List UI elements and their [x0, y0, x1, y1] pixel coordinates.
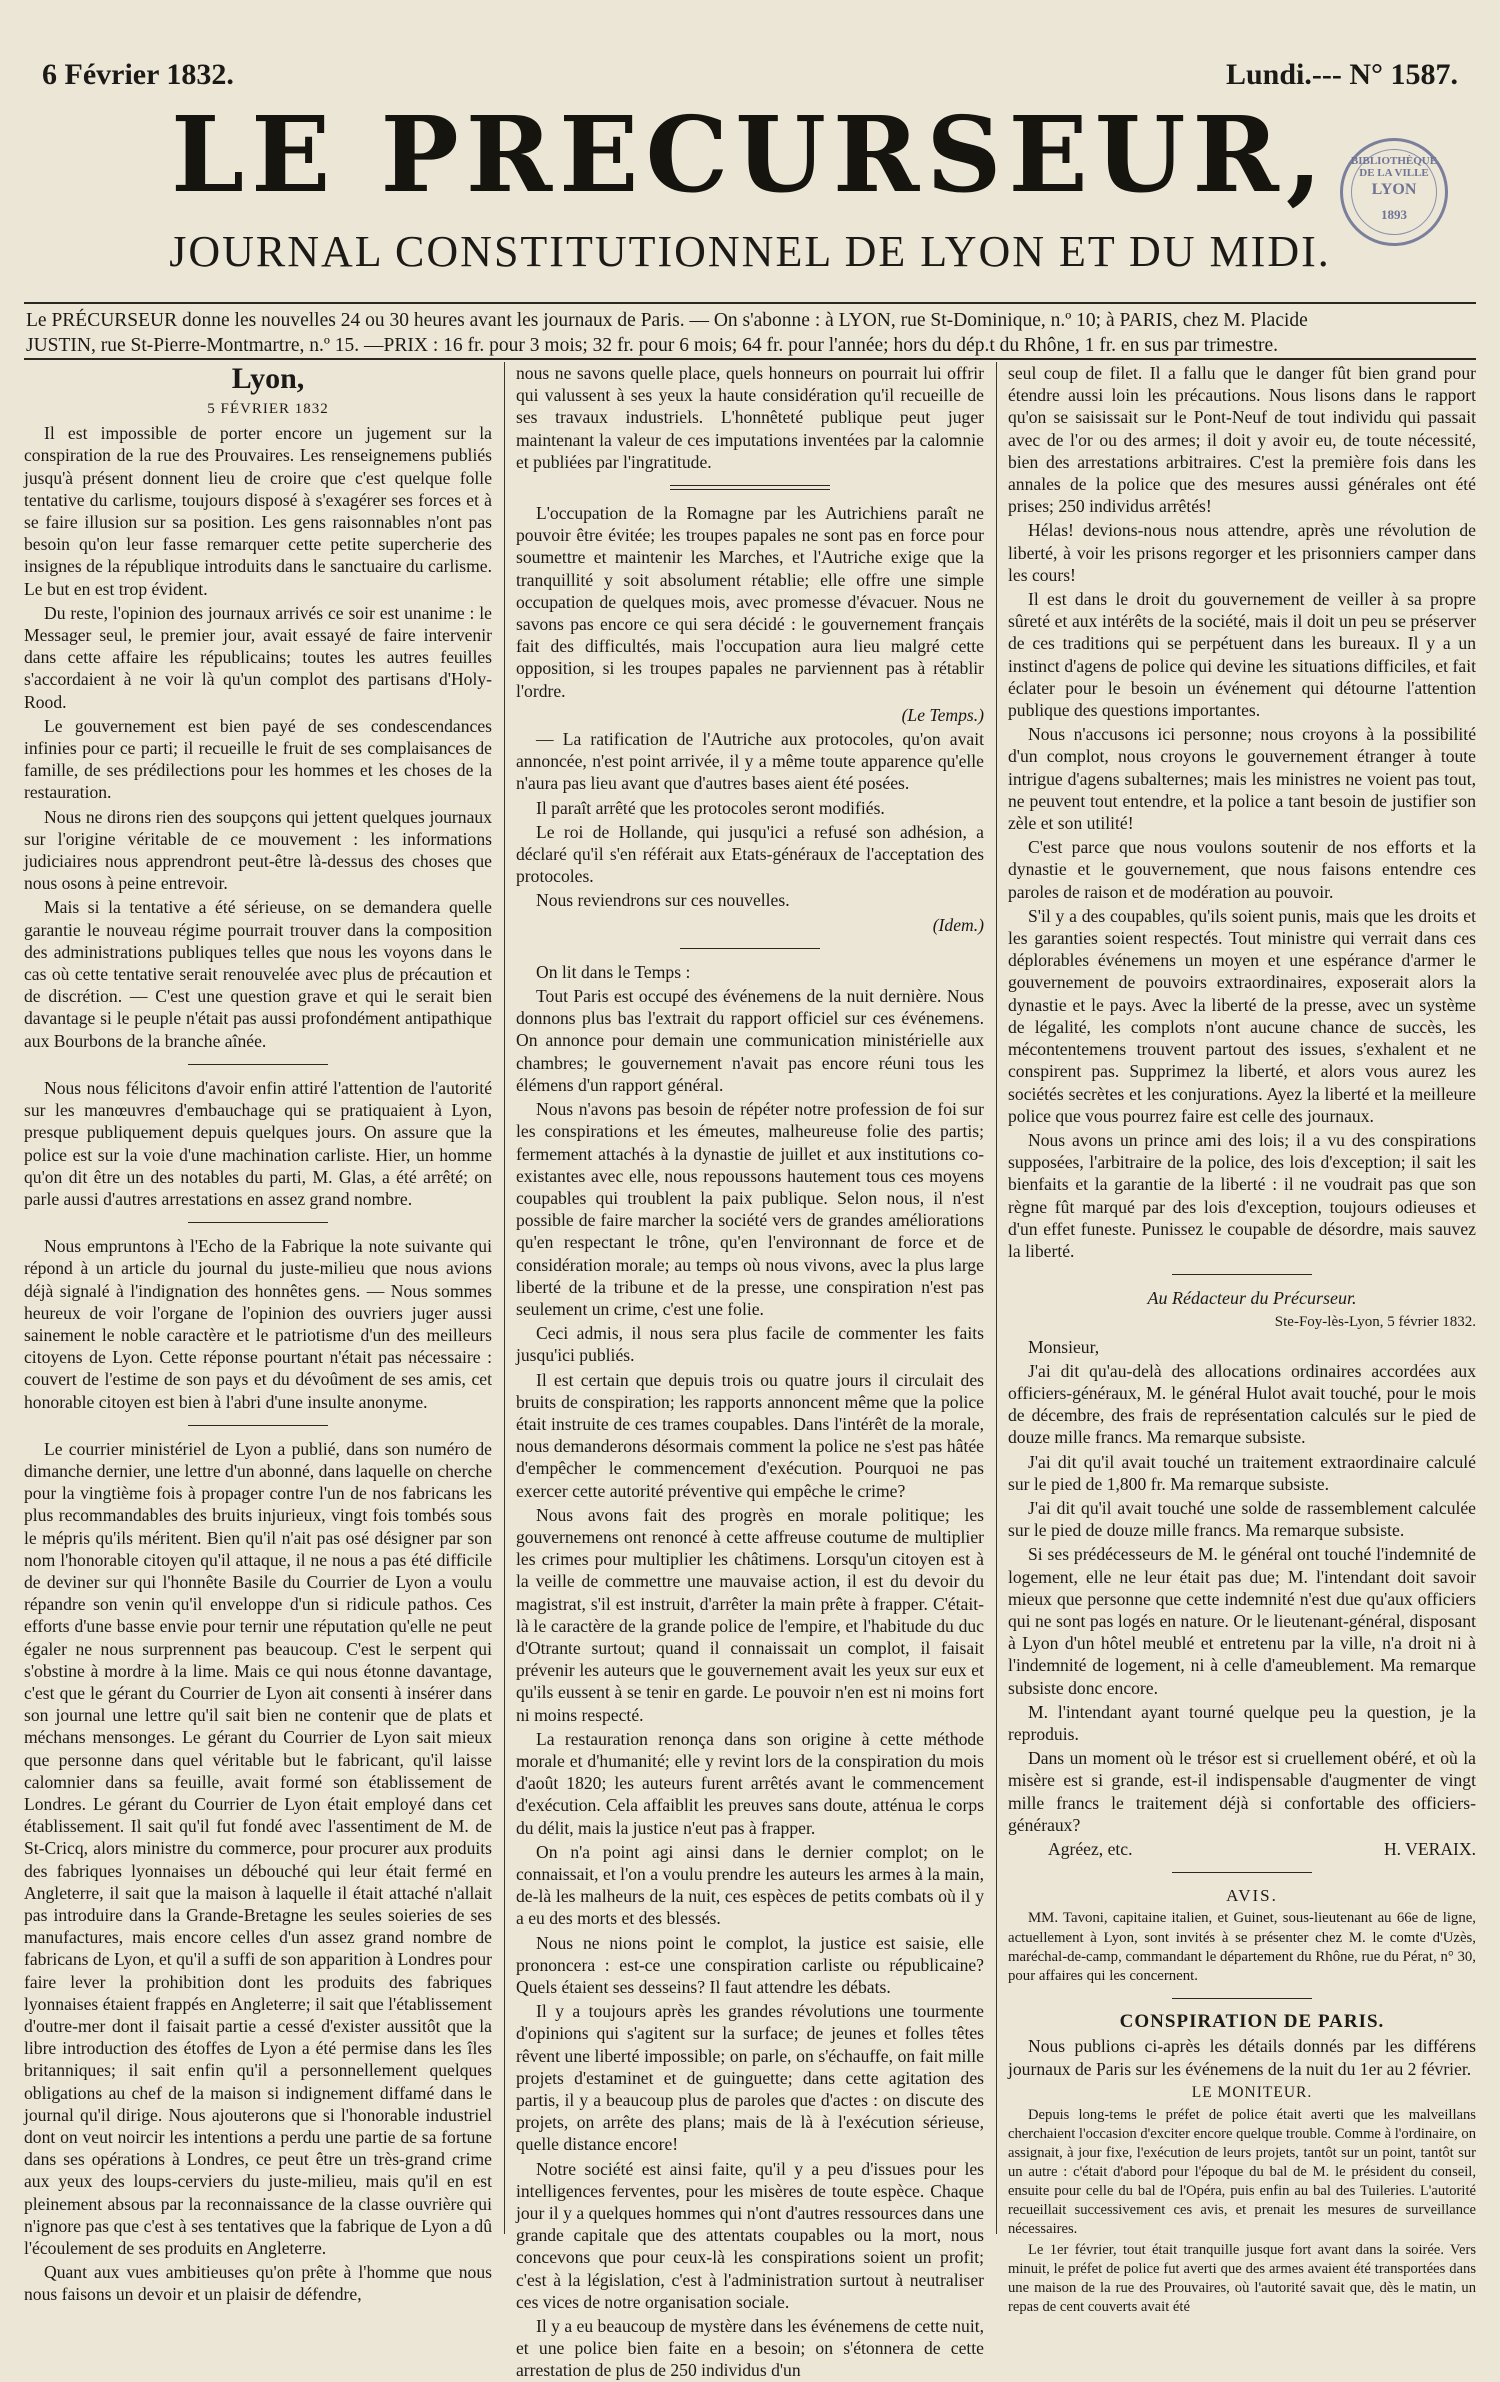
paragraph: Il paraît arrêté que les protocoles seront modifiés. [536, 797, 885, 818]
letter-signer: H. VERAIX. [1383, 1839, 1476, 1859]
paragraph: M. l'intendant ayant tourné quelque peu la question, je la reproduis. [1008, 1701, 1476, 1744]
paragraph: Mais si la tentative a été sérieuse, on se demandera quelle garantie le nouveau régime pourrait trouver dans la composition des administrations publiques telles que nous les voyons dans le cas où cette tentative serait renouvelée avec plus de précaution et de discrétion. — C'est une question grave et qui le serait bien davantage si le peuple n'était pas aussi profondément antipathique aux Bourbons de la branche aînée. [24, 897, 492, 1051]
lyon-heading: Lyon, [231, 362, 305, 395]
notice-line-2: JUSTIN, rue St-Pierre-Montmartre, n.º 15. —PRIX : 16 fr. pour 3 mois; 32 fr. pour 6 mois; 64 fr. pour l'année; hors du dép.t du Rhône, 1 fr. en sus par trimestre. [26, 335, 1278, 356]
issue-number: Lundi.--- N° 1587. [1225, 58, 1458, 91]
column-2 [516, 362, 984, 2381]
notice-heading: AVIS. [1226, 1886, 1278, 1906]
paragraph: Nous avons un prince ami des lois; il a vu des conspirations supposées, l'arbitraire de la police, des lois d'exception; il sait les bienfaits et la garantie de la liberté : il ne voudrait pas que son règne fût marqué par des lois d'exception, toujours odieuses et d'un effet funeste. Punissez le coupable de désordre, mais sauvez la liberté. [1008, 1129, 1476, 1261]
paragraph: J'ai dit qu'au-delà des allocations ordinaires accordées aux officiers-généraux, M. le général Hulot avait touché, pour le mois de décembre, des frais de représentation calculés sur le pied de douze mille francs. Ma remarque subsiste. [1008, 1360, 1476, 1448]
paragraph: Le courrier ministériel de Lyon a publié, dans son numéro de dimanche dernier, une lettre d'un abonné, dans laquelle on cherche pour la vingtième fois à propager contre l'un de nos fabricans les plus recommandables des bruits injurieux, vingt fois tombés sous le mépris qu'ils méritent. Bien qu'il n'ait pas osé désigner par son nom l'honorable citoyen qu'il attaque, il ne nous a pas été difficile de deviner sur qui l'honnête Basile du Courrier de Lyon a voulu répandre son venin qu'il enveloppe d'un si ridicule pathos. Ces efforts d'une basse envie pour ternir une réputation qu'elle ne peut égaler ne nous surprennent pas beaucoup. C'est le serpent qui s'obstine à mordre à la lime. Mais ce qui nous étonne davantage, c'est que le gérant du Courrier de Lyon ait consenti à insérer dans son journal une lettre qu'il sait bien ne contenir que de plats et méchans mensonges. Le gérant du Courrier de Lyon sait mieux que personne dans quel véritable but le fabricant, qu'il laisse calomnier dans sa feuille, avait formé son établissement de Londres. Le gérant du Courrier de Lyon était employé dans cet établissement. Il sait qu'il fut fondé avec l'assentiment de M. de St-Cricq, alors ministre du commerce, pour procurer aux produits des fabriques lyonnaises un débouché qui leur était fermé en Angleterre, il sait que la maison à laquelle il était attaché n'allait pas introduire dans la Grande-Bretagne les seules soieries de ses manufactures, mais encore celles d'un assez grand nombre de fabricans de Lyon, et qu'il a suffi de son apparition à Londres pour faire lever la prohibition dont les produits des fabriques lyonnaises étaient frappés en Angleterre; il sait que l'établissement d'outre-mer dont il faisait partie a cessé d'exister aussitôt que la libre introduction des étoffes de Lyon a été permise dans les îles britanniques; il sait enfin qu'il a personnellement quelques obligations au chef de la maison si indignement diffamé dans le journal qu'il dirige. Nous ajouterons que si l'honorable industriel dont on veut noircir les intentions a perdu une partie de sa fortune dans ses opérations à Londres, ce peut être un très-grand crime aux yeux des loups-cerviers du juste-milieu, mais qu'il en est pleinement absous par la reconnaissance de la classe ouvrière qui n'ignore pas que c'est à ses tentatives que la fabrique de Lyon a dû l'écoulement de ses produits en Angleterre. [24, 1438, 493, 2259]
paragraph: C'est parce que nous voulons soutenir de nos efforts et la dynastie et le gouvernement, que nous faisons entendre ces paroles de raison et de modération au pouvoir. [1008, 837, 1476, 902]
stamp-year: 1893 [1381, 207, 1407, 222]
paragraph: — La ratification de l'Autriche aux protocoles, qu'on avait annoncée, n'est point arrivée, il y a même toute apparence qu'elle n'aura pas lieu avant que d'autres bases aient été posées. [516, 729, 984, 794]
paragraph: L'occupation de la Romagne par les Autrichiens paraît ne pouvoir être évitée; les troupes papales ne sont pas en force pour soumettre et maintenir les Marches, et l'Autriche exige que la tranquillité y soit absolument rétablie; elle offre une simple occupation de quelques mois, avec promesse d'évacuer. Nous ne savons pas encore ce qui sera décidé : le gouvernement français fait des difficultés, mais l'occupation aura lieu malgré cette opposition, si les troupes papales ne parviennent pas à rétablir l'ordre. [516, 503, 984, 701]
section-separator [1172, 1998, 1312, 1999]
column-1 [24, 362, 493, 2305]
section-separator [1172, 1872, 1312, 1873]
paragraph: Notre société est ainsi faite, qu'il y a peu d'issues pour les intelligences ferventes, pour les misères de toute espèce. Chaque jour il y a quelques hommes qui n'ont d'autres ressources dans une grande capitale que des attentats coupables ou la mort, nous concevons que pour ceux-là les conspirations soient un profit; c'est à la législation, c'est à l'administration surtout à neutraliser ces vices de notre organisation sociale. [516, 2158, 984, 2312]
letter-heading: Au Rédacteur du Précurseur. [1147, 1288, 1357, 1309]
paragraph: J'ai dit qu'il avait touché une solde de rassemblement calculée sur le pied de douze mille francs. Ma remarque subsiste. [1008, 1497, 1476, 1541]
lyon-date: 5 FÉVRIER 1832 [207, 401, 329, 417]
paragraph: Depuis long-tems le préfet de police était averti que les malveillans cherchaient l'occasion d'exciter encore quelque trouble. Comme à l'ordinaire, on assignait, à jour fixe, l'exécution de leurs projets, tantôt sur un point, tantôt sur un autre : c'était d'abord pour l'époque du bal de M. le président du conseil, ensuite pour celle du bal de l'Opéra, puis enfin au bal des Tuileries. L'autorité recueillait successivement ces avis, et prenait les mesures de surveillance nécessaires. [1008, 2107, 1476, 2238]
paragraph: Nous ne nions point le complot, la justice est saisie, elle prononcera : est-ce une conspiration carliste ou républicaine? Quels étaient ses desseins? Il faut attendre les débats. [516, 1932, 984, 1998]
paragraph: Du reste, l'opinion des journaux arrivés ce soir est unanime : le Messager seul, le premier jour, avait essayé de faire intervenir dans cette affaire les républicains; toutes les autres feuilles s'accordaient à ne voir là qu'un complot des partisans d'Holy-Rood. [24, 602, 492, 712]
source-citation: (Idem.) [932, 914, 984, 935]
paragraph: Il est certain que depuis trois ou quatre jours il circulait des bruits de conspiration; les rapports annoncent même que la police était instruite de ces trames coupables. Dans l'intérêt de la morale, nous demanderons désormais comment la police ne s'est pas hâtée d'empêcher le commencement d'exécution. Pourquoi ne pas exercer cette autorité préventive qui empêche le crime? [516, 1369, 984, 1501]
letter-place-date: Ste-Foy-lès-Lyon, 5 février 1832. [1274, 1314, 1476, 1331]
paragraph: Si ses prédécesseurs de M. le général ont touché l'indemnité de logement, elle ne leur était pas due; M. l'intendant doit savoir mieux que personne que cette indemnité n'est due qu'aux officiers qui ne sont pas logés en nature. Or le lieutenant-général, disposant à Lyon d'un hôtel meublé et entretenu par la ville, n'a droit ni à l'indemnité de logement, ni à celle d'ameublement. Ma remarque subsiste donc encore. [1008, 1544, 1476, 1698]
issue-date: 6 Février 1832. [42, 58, 234, 91]
paragraph: Il y a toujours après les grandes révolutions une tourmente d'opinions qui s'agitent sur la surface; de jeunes et folles têtes rêvent une liberté impossible; on parle, on s'échauffe, on fait mille projets d'estaminet et de guinguette; dans cette agitation des partis, il y a beaucoup plus de paroles que d'actes : on discute des projets, on arrête des plans; mais de là à l'exécution sérieuse, quelle distance encore! [516, 2001, 984, 2155]
section-separator [1172, 1274, 1312, 1275]
article-columns [24, 362, 1476, 2381]
stamp-top-text: BIBLIOTHÈQUE DE LA VILLE [1350, 155, 1438, 179]
section-separator [670, 485, 830, 490]
paragraph: Nous empruntons à l'Echo de la Fabrique la note suivante qui répond à un article du journal du juste-milieu que nous avions déjà signalé à l'indignation des honnêtes gens. — Nous sommes heureux de voir l'organe de l'opinion des ouvriers juger aussi sainement le noble caractère et le patriotisme d'un des meilleurs citoyens de Lyon. Cette réponse pourtant n'était pas nécessaire : couvert de l'estime de son pays et du dévoûment de ses amis, cet honorable citoyen est bien à l'abri d'une insulte anonyme. [24, 1236, 492, 1412]
letter-closing: Agréez, etc. [1048, 1839, 1133, 1859]
paragraph: Nous n'avons pas besoin de répéter notre profession de foi sur les conspirations et les émeutes, malheureuse folie des partis; fermement attachés à la dynastie de juillet et aux institutions co-existantes avec elle, nous repoussons hautement tous ces moyens coupables qui troublent la paix publique. Selon nous, il n'est possible de faire marcher la société vers de grandes améliorations qu'en respectant le trône, qu'en l'environnant de force et de considération morale; au temps où nous vivons, avec la plus large liberté de la tribune et de la presse, une conspiration n'est pas seulement un crime, c'est une folie. [516, 1099, 984, 1319]
paragraph: Tout Paris est occupé des événemens de la nuit dernière. Nous donnons plus bas l'extrait du rapport officiel sur ces événemens. On annonce pour demain une communication ministérielle aux chambres; le gouvernement n'avait pas encore réuni tous les élémens d'un rapport général. [516, 986, 984, 1095]
moniteur-heading: LE MONITEUR. [1191, 2083, 1313, 2101]
conspiracy-heading: CONSPIRATION DE PARIS. [1119, 2011, 1385, 2033]
letter-salutation: Monsieur, [1028, 1336, 1100, 1357]
paragraph: Dans un moment où le trésor est si cruellement obéré, et où la misère est si grande, est-il indispensable d'augmenter de vingt mille francs le traitement déjà si confortable des officiers-généraux? [1008, 1748, 1476, 1835]
paragraph: Le gouvernement est bien payé de ses condescendances infinies pour ce parti; il recueille le fruit de ses complaisances de famille, de ses prédilections pour les hommes et les choses de la restauration. [24, 715, 492, 803]
subscription-notice [26, 308, 1474, 358]
stamp-city: LYON [1371, 181, 1417, 198]
library-stamp [1340, 138, 1448, 246]
paragraph: La restauration renonça dans son origine à cette méthode morale et d'humanité; elle y revint lors de la conspiration du mois d'août 1820; les auteurs furent arrêtés avant le commencement d'exécution. Cela affaiblit les preuves sans doute, atténua le corps du délit, mais la justice n'eut pas à frapper. [516, 1728, 984, 1838]
paragraph: Nous n'accusons ici personne; nous croyons à la possibilité d'un complot, nous croyons le gouvernement étranger à toute intrigue d'agens subalternes; mais les ministres ne voient pas tout, ne peuvent tout entendre, et la police a tant besoin de justifier son zèle et son utilité! [1008, 724, 1476, 834]
section-separator [188, 1222, 328, 1223]
paragraph: Nous ne dirons rien des soupçons qui jettent quelques journaux sur l'origine véritable de ce mouvement : les informations judiciaires nous apprendront peut-être là-dessus des choses que nous osons à peine entrevoir. [24, 806, 492, 894]
paragraph: Nous publions ci-après les détails donnés par les différens journaux de Paris sur les événemens de la nuit du 1er au 2 février. [1008, 2036, 1476, 2079]
paragraph: Le 1er février, tout était tranquille jusque fort avant dans la soirée. Vers minuit, le préfet de police fut averti que des armes avaient été transportées dans une maison de la rue des Prouvaires, où l'autorité savait que, dès le matin, un repas de cent couverts avait été [1008, 2242, 1476, 2316]
paragraph: J'ai dit qu'il avait touché un traitement extraordinaire calculé sur le pied de 1,800 fr. Ma remarque subsiste. [1008, 1451, 1476, 1494]
top-rule [24, 302, 1476, 304]
paragraph: Nous reviendrons sur ces nouvelles. [536, 890, 790, 911]
section-separator [680, 948, 820, 949]
paragraph: Le roi de Hollande, qui jusqu'ici a refusé son adhésion, a déclaré qu'il s'en référait aux Etats-généraux de l'acceptation des protocoles. [516, 821, 984, 887]
masthead-title: LE PRECURSEUR, [170, 93, 1330, 216]
source-citation: (Le Temps.) [901, 704, 984, 725]
paragraph: Ceci admis, il nous sera plus facile de commenter les faits jusqu'ici publiés. [516, 1323, 984, 1366]
masthead-subtitle: JOURNAL CONSTITUTIONNEL DE LYON ET DU MIDI. [169, 227, 1331, 276]
paragraph: S'il y a des coupables, qu'ils soient punis, mais que les droits et les garanties soient respectés. Tout ministre qui verrait dans ces déplorables événemens un moyen et une espérance d'armer le gouvernement de pouvoirs extraordinaires, exposerait alors la dynastie et le pays. Avec la liberté de la presse, avec un système de légalité, les complots n'ont aucune chance de succès, les mécontentemens trouvent partout des issues, s'exhalent et ne conspirent pas. Supprimez la liberté, et alors vous aurez les sociétés secrètes et les conjurations. Ayez la liberté et la meilleure police que vous pourrez faire est celle des journaux. [1008, 905, 1476, 1126]
paragraph: Il est impossible de porter encore un jugement sur la conspiration de la rue des Prouvaires. Les renseignemens publiés jusqu'à présent donnent lieu de croire que c'est quelque folle tentative du carlisme, toujours disposé à s'exagérer ses forces et à se faire illusion sur sa position. Les gens raisonnables n'ont pas besoin qu'on leur fasse remarquer cette petite supercherie des insignes de la république introduits dans le sanctuaire du carlisme. Le but en est trop évident. [24, 423, 492, 599]
paragraph: Hélas! devions-nous nous attendre, après une révolution de liberté, à voir les prisons regorger et les prisonniers camper dans les cours! [1008, 520, 1476, 585]
notice-body: MM. Tavoni, capitaine italien, et Guinet, sous-lieutenant au 66e de ligne, actuellement à Lyon, sont invités à se présenter chez M. le comte d'Uzès, maréchal-de-camp, commandant le département du Rhône, rue du Pérat, n° 30, pour affaires qui les concernent. [1008, 1910, 1476, 1985]
notice-line-1: Le PRÉCURSEUR donne les nouvelles 24 ou 30 heures avant les journaux de Paris. — On s'abonne : à LYON, rue St-Dominique, n.º 10; à PARIS, chez M. Placide [26, 310, 1308, 331]
paragraph: seul coup de filet. Il a fallu que le danger fût bien grand pour étendre aussi loin les précautions. Nous lisons dans le rapport qu'on se saisissait sur le Pont-Neuf de tout individu qui passait avec de l'or ou des armes; il doit y avoir eu, de toute nécessité, bien des arrestations arbitraires. C'est la première fois dans les annales de la police que des mesures aussi générales ont été prises; 250 individus arrêtés! [1008, 363, 1476, 517]
paragraph: nous ne savons quelle place, quels honneurs on pourrait lui offrir qui valussent à ses yeux la haute considération qu'il recueille de ses travaux industriels. L'honnêteté publique peut juger maintenant la valeur de ces imputations inventées par la calomnie et publiées par l'ingratitude. [516, 363, 984, 472]
paragraph: On n'a point agi ainsi dans le dernier complot; on le connaissait, et l'on a voulu prendre les auteurs les armes à la main, de-là les malheurs de la nuit, ces espèces de petits combats où il y a eu des morts et des blessés. [516, 1841, 984, 1929]
letter-signature [1008, 1838, 1476, 1860]
column-3 [1008, 362, 1476, 2316]
paragraph: Il est dans le droit du gouvernement de veiller à sa propre sûreté et aux intérêts de la société, mais il doit un peu se préserver de ces traditions qui se perpétuent dans les bureaux. Il y a un instinct d'agens de police qui devine les situations difficiles, et fait éclater pour le besoin un événement qui détourne l'attention publique des questions importantes. [1008, 589, 1476, 721]
section-separator [188, 1425, 328, 1426]
paragraph: Nous nous félicitons d'avoir enfin attiré l'attention de l'autorité sur les manœuvres d'embauchage qui se pratiquaient à Lyon, presque publiquement depuis quelques jours. On assure que la police est sur la voie d'une machination carliste. Hier, un homme qu'on dit être un des notables du parti, M. Glas, a été arrêté; on parle aussi d'autres arrestations en assez grand nombre. [24, 1077, 492, 1209]
paragraph: Quant aux vues ambitieuses qu'on prête à l'homme que nous nous faisons un devoir et un plaisir de défendre, [24, 2262, 492, 2305]
paragraph: Il y a eu beaucoup de mystère dans les événemens de cette nuit, et une police bien faite en a besoin; on s'étonnera de cette arrestation de plus de 250 individus d'un [516, 2316, 984, 2381]
section-separator [188, 1064, 328, 1065]
paragraph: On lit dans le Temps : [536, 961, 691, 982]
notice-rule [24, 358, 1476, 360]
paragraph: Nous avons fait des progrès en morale politique; les gouvernemens ont renoncé à cette affreuse coutume de multiplier les crimes pour multiplier les châtimens. Lorsqu'un citoyen est à la veille de commettre une mauvaise action, il est du devoir du magistrat, s'il est instruit, d'arrêter la main prête à frapper. C'était-là le caractère de la grande police de l'empire, et l'habitude du duc d'Otrante surtout; quand il connaissait un complot, il faisait prévenir les auteurs que le gouvernement avait les yeux sur eux et qu'ils eussent à se tenir en garde. Le pouvoir n'en est ni moins fort ni moins respecté. [516, 1504, 984, 1725]
